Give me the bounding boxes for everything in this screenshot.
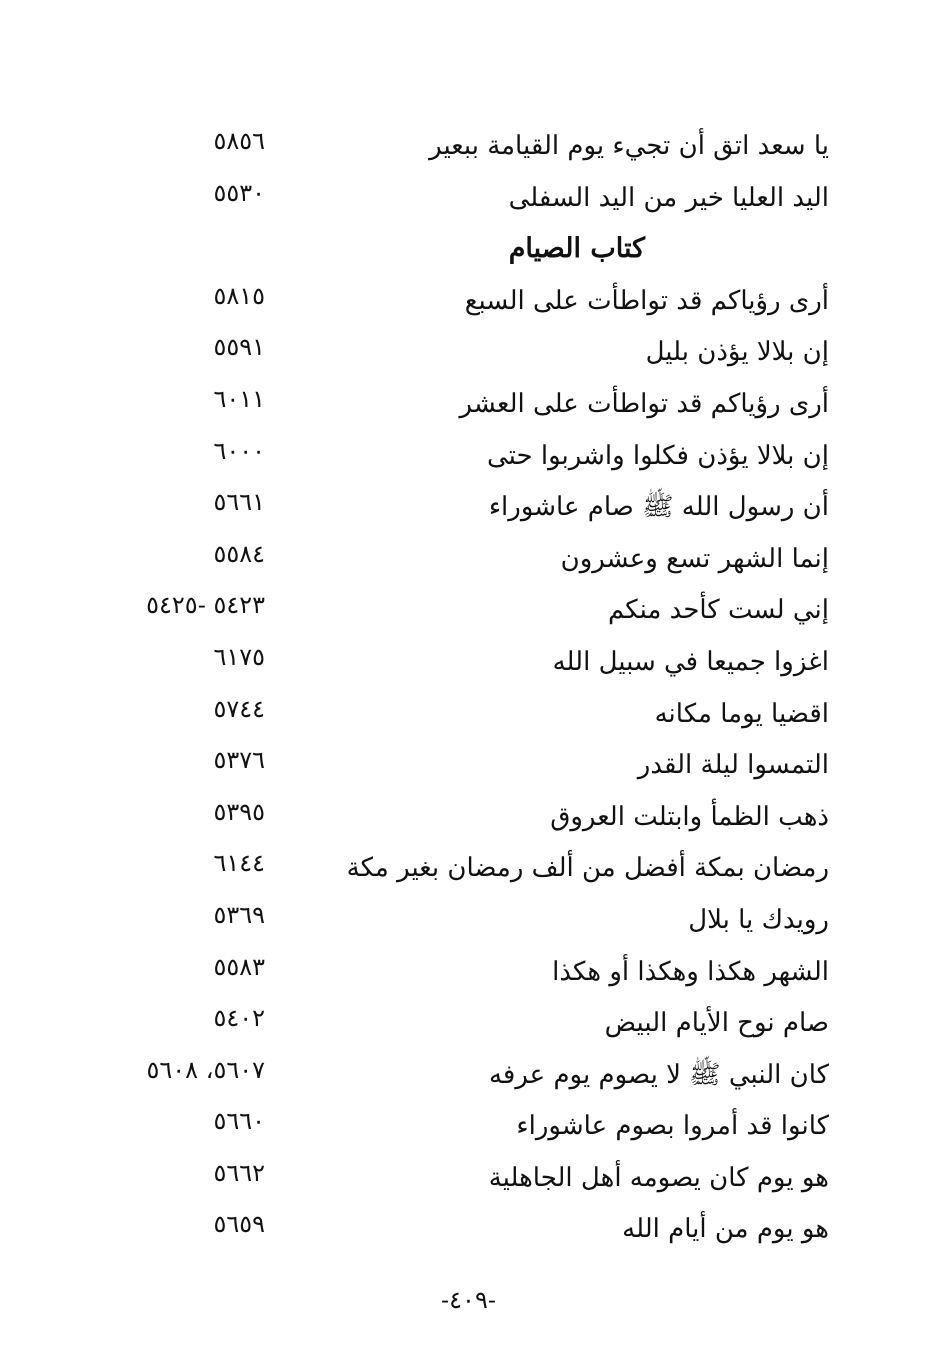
hadith-incipit: إن بلالا يؤذن بليل [645, 337, 829, 368]
hadith-number: ٥٥٨٤ [213, 539, 265, 568]
hadith-number: ٥٣٦٩ [213, 900, 265, 929]
section-heading-row [0, 225, 937, 277]
section-heading: كتاب الصيام [508, 233, 645, 265]
index-row [0, 122, 937, 174]
hadith-incipit: اغزوا جميعا في سبيل الله [552, 646, 829, 677]
index-row [0, 1102, 937, 1154]
hadith-incipit: يا سعد اتق أن تجيء يوم القيامة ببعير [429, 131, 829, 161]
hadith-number: ٥٣٧٦ [213, 746, 265, 775]
index-row [0, 896, 937, 948]
hadith-number: ٥٦٦١ [213, 488, 265, 517]
index-row [0, 793, 937, 845]
hadith-incipit: الشهر هكذا وهكذا أو هكذا [552, 956, 829, 987]
hadith-number: ٥٥٨٣ [213, 952, 265, 981]
hadith-incipit: رويدك يا بلال [688, 904, 829, 935]
index-row [0, 1051, 937, 1103]
index-row [0, 174, 937, 226]
hadith-number: ٥٥٩١ [213, 333, 265, 362]
hadith-number: ٥٦٦٠ [213, 1107, 265, 1136]
hadith-incipit: هو يوم من أيام الله [622, 1214, 829, 1245]
hadith-number: ٦١٤٤ [213, 849, 265, 878]
hadith-number: ٥٤٠٢ [213, 1004, 265, 1033]
hadith-number: ٥٨٥٦ [213, 127, 265, 155]
hadith-number: ٥٥٣٠ [213, 178, 265, 207]
hadith-incipit: كانوا قد أمروا بصوم عاشوراء [516, 1111, 829, 1142]
page-number: -٤٠٩- [441, 1286, 496, 1314]
hadith-number: ٦٠١١ [213, 384, 265, 413]
hadith-number: ٥٣٩٥ [213, 797, 265, 826]
hadith-incipit: اقضيا يوما مكانه [654, 698, 829, 729]
index-row [0, 999, 937, 1051]
index-row [0, 483, 937, 535]
hadith-incipit: رمضان بمكة أفضل من ألف رمضان بغير مكة [346, 853, 829, 884]
hadith-incipit: أرى رؤياكم قد تواطأت على العشر [459, 388, 829, 419]
hadith-number: ٥٨١٥ [213, 281, 265, 310]
index-entries [0, 122, 937, 1257]
hadith-incipit: أن رسول الله ﷺ صام عاشوراء [488, 492, 829, 523]
hadith-incipit: التمسوا ليلة القدر [637, 750, 829, 781]
index-row [0, 1205, 937, 1257]
hadith-incipit: صام نوح الأيام البيض [604, 1008, 829, 1039]
index-row [0, 948, 937, 1000]
index-row [0, 638, 937, 690]
index-row [0, 432, 937, 484]
hadith-incipit: اليد العليا خير من اليد السفلى [508, 182, 829, 213]
index-row [0, 690, 937, 742]
hadith-number: ٦١٧٥ [213, 642, 265, 671]
index-row [0, 741, 937, 793]
index-row [0, 586, 937, 638]
hadith-incipit: أرى رؤياكم قد تواطأت على السبع [464, 285, 829, 316]
hadith-number: ٥٦٦٢ [213, 1158, 265, 1187]
hadith-number: ٥٦٥٩ [213, 1210, 265, 1239]
hadith-number: ٥٦٠٧، ٥٦٠٨ [146, 1055, 265, 1084]
hadith-number: ٦٠٠٠ [213, 436, 265, 465]
hadith-number: ٥٤٢٣ -٥٤٢٥ [146, 591, 265, 620]
index-row [0, 1154, 937, 1206]
hadith-incipit: ذهب الظمأ وابتلت العروق [550, 801, 829, 832]
hadith-incipit: إن بلالا يؤذن فكلوا واشربوا حتى [487, 440, 829, 471]
index-row [0, 844, 937, 896]
hadith-incipit: هو يوم كان يصومه أهل الجاهلية [488, 1162, 829, 1193]
index-row [0, 380, 937, 432]
index-row [0, 535, 937, 587]
index-row [0, 328, 937, 380]
hadith-incipit: إني لست كأحد منكم [607, 595, 829, 626]
index-row [0, 277, 937, 329]
hadith-incipit: كان النبي ﷺ لا يصوم يوم عرفه [488, 1059, 829, 1090]
hadith-incipit: إنما الشهر تسع وعشرون [560, 543, 829, 574]
hadith-number: ٥٧٤٤ [213, 694, 265, 723]
